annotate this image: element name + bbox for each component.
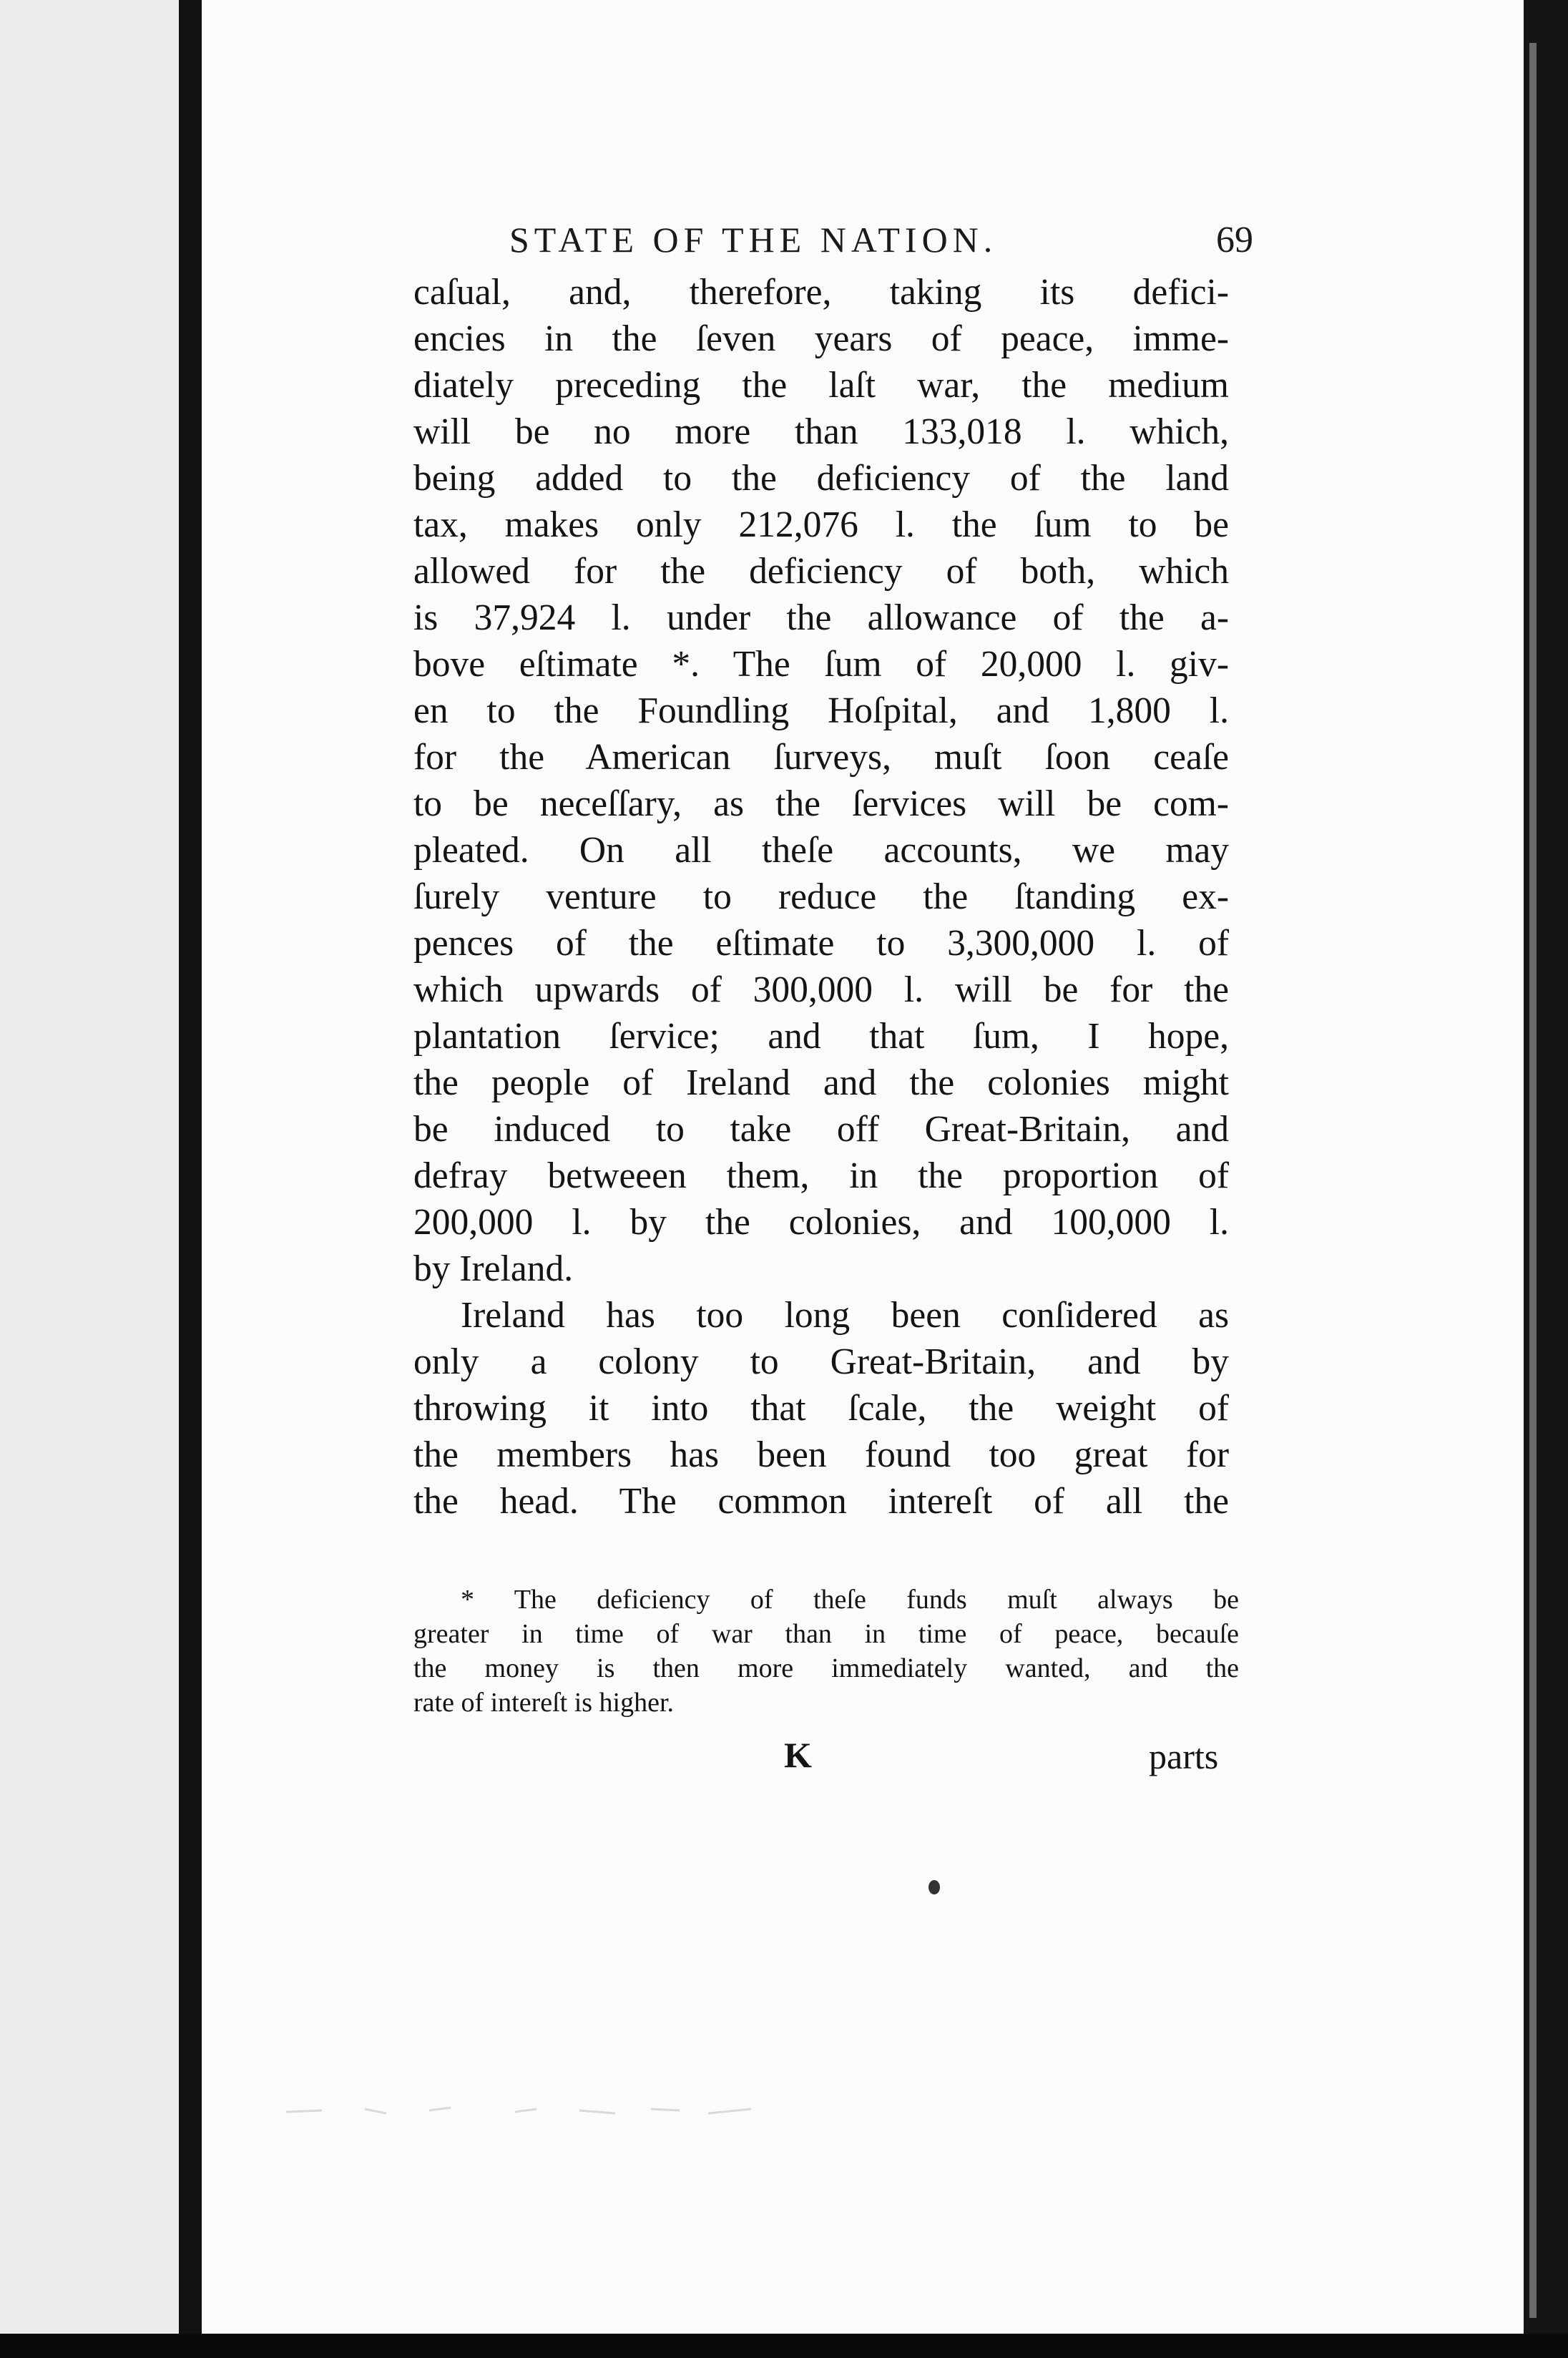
text-line: by Ireland. <box>413 1248 574 1289</box>
text-line: which upwards of 300,000 l. will be for the <box>413 969 1229 1010</box>
text-line: en to the Foundling Hoſpital, and 1,800 l. <box>413 690 1229 731</box>
text-line: encies in the ſeven years of peace, imme- <box>413 318 1229 359</box>
text-line: the people of Ireland and the colonies might <box>413 1062 1229 1103</box>
text-line: allowed for the deficiency of both, which <box>413 551 1229 592</box>
text-line: be induced to take off Great-Britain, and <box>413 1109 1229 1150</box>
text-line: is 37,924 l. under the allowance of the a- <box>413 597 1229 638</box>
text-line: plantation ſervice; and that ſum, I hope, <box>413 1016 1229 1057</box>
running-head: STATE OF THE NATION. <box>509 220 998 260</box>
footnote-line: greater in time of war than in time of peace, becauſe <box>413 1619 1239 1649</box>
catchword: parts <box>1149 1736 1219 1776</box>
text-line: for the American ſurveys, muſt ſoon ceaſe <box>413 737 1229 778</box>
book-gutter <box>179 0 202 2358</box>
text-line: throwing it into that ſcale, the weight of <box>413 1388 1229 1429</box>
ink-speck <box>928 1880 940 1894</box>
text-line: only a colony to Great-Britain, and by <box>413 1341 1229 1382</box>
footnote-line: rate of intereſt is higher. <box>413 1688 675 1718</box>
text-line: pleated. On all theſe accounts, we may <box>413 830 1229 871</box>
text-line: pences of the eſtimate to 3,300,000 l. of <box>413 923 1229 964</box>
text-line: 200,000 l. by the colonies, and 100,000 l. <box>413 1202 1229 1243</box>
text-line: tax, makes only 212,076 l. the ſum to be <box>413 504 1229 545</box>
footnote <box>413 1582 1239 1720</box>
text-line: the head. The common intereſt of all the <box>413 1481 1229 1522</box>
page-header <box>509 219 1253 265</box>
facing-page-edge <box>0 0 179 2358</box>
page-number: 69 <box>1216 220 1253 260</box>
text-line: defray betweeen them, in the proportion of <box>413 1155 1229 1196</box>
footnote-line: * The deficiency of theſe funds muſt always be <box>461 1585 1239 1615</box>
text-line: Ireland has too long been conſidered as <box>461 1295 1229 1336</box>
text-line: caſual, and, therefore, taking its defici- <box>413 272 1229 313</box>
text-line: the members has been found too great for <box>413 1434 1229 1475</box>
text-line: ſurely venture to reduce the ſtanding ex- <box>413 876 1229 917</box>
text-line: bove eſtimate *. The ſum of 20,000 l. giv- <box>413 644 1229 685</box>
page-fore-edge <box>1529 43 1537 2318</box>
bleed-through-marks <box>279 2096 780 2125</box>
scan-border <box>0 2334 1568 2358</box>
text-line: diately preceding the laſt war, the medium <box>413 365 1229 406</box>
footnote-line: the money is then more immediately wanted, and the <box>413 1653 1239 1683</box>
text-line: will be no more than 133,018 l. which, <box>413 411 1229 452</box>
text-line: to be neceſſary, as the ſervices will be com- <box>413 783 1229 824</box>
signature-mark: K <box>784 1735 812 1775</box>
main-text <box>413 269 1229 1525</box>
text-line: being added to the deficiency of the land <box>413 458 1229 499</box>
